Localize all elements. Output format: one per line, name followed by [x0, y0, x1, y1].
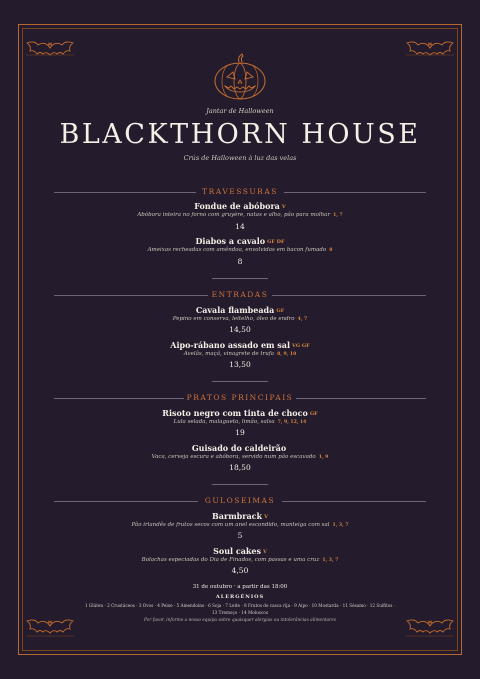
dish-name: Aipo-rábano assado em sal VG GF	[170, 340, 310, 350]
dish-allergens: 1, 3, 7	[332, 523, 349, 528]
restaurant-title: BLACKTHORN HOUSE	[59, 119, 421, 150]
event-eyebrow: Jantar de Halloween	[206, 107, 274, 115]
dish-description: Vaca, cerveja escura e abóbora, servido num pão escavado 1, 9	[151, 454, 329, 460]
event-subtitle: Crús de Halloween à luz das velas	[183, 154, 297, 162]
dish-description: Bolachas especiadas do Dia de Finados, com passas e uma cruz 1, 3, 7	[141, 557, 339, 563]
dish-price: 14,50	[229, 325, 251, 334]
section-heading-guloseimas	[0, 496, 480, 508]
section-heading-entradas	[0, 290, 480, 302]
dish-allergens: 7, 9, 12, 14	[277, 420, 307, 425]
section-heading-travessuras	[0, 187, 480, 199]
dish-description: Pepino em conserva, leitelho, óleo de endro 4, 7	[172, 316, 308, 322]
dish-tag: VG GF	[292, 343, 310, 349]
divider	[212, 278, 268, 279]
dish-tag: GF	[309, 411, 318, 417]
dish-description: Abóbora inteira no forno com gruyère, natas e alho, pão para molhar 1, 7	[137, 212, 343, 218]
dish-price: 13,50	[229, 360, 251, 369]
divider	[212, 484, 268, 485]
dish-name: Diabos a cavalo GF DF	[195, 236, 285, 246]
section-label: GULOSEIMAS	[204, 496, 276, 505]
dish-name: Barmbrack V	[212, 511, 268, 521]
dish-name: Cavala flambeada GF	[195, 305, 285, 315]
dish-price: 8	[237, 257, 243, 266]
dish-price: 5	[237, 531, 243, 540]
dish-price: 4,50	[231, 566, 249, 575]
bat-icon	[24, 40, 76, 62]
allergy-note: Por favor, informe a nossa equipa sobre quaisquer alergias ou intolerâncias alimentares	[144, 618, 336, 623]
divider	[212, 381, 268, 382]
jack-o-lantern-icon	[212, 53, 268, 101]
section-heading-pratos-principais	[0, 393, 480, 405]
dish-allergens: 4, 7	[297, 317, 308, 322]
dish-allergens: 8, 9, 10	[277, 352, 297, 357]
dish-description: Lula selada, malagueta, limão, salsa 7, 9, 12, 14	[173, 419, 307, 425]
dish-tag: V	[264, 514, 268, 520]
allergens-heading: ALERGÉNIOS	[215, 594, 265, 600]
dish-price: 18,50	[229, 463, 251, 472]
dish-allergens: 1, 3, 7	[322, 558, 339, 563]
dish-tag: GF DF	[267, 239, 285, 245]
dish-name: Risoto negro com tinta de choco GF	[162, 408, 318, 418]
section-label: ENTRADAS	[211, 290, 269, 299]
dish-price: 19	[235, 428, 245, 437]
dish-tag: GF	[276, 308, 285, 314]
allergens-list: 1 Glúten · 2 Crustáceos · 3 Ovos · 4 Peixe · 5 Amendoins · 6 Soja · 7 Leite · 8 Frutos de casca rija · 9 Aipo · 10 Mostarda · 11 Sésamo · 12 Sulfitos ·	[84, 603, 396, 608]
dish-allergens: 1, 9	[318, 455, 329, 460]
dish-name: Guisado do caldeirão	[191, 443, 287, 453]
dish-allergens: 1, 7	[333, 213, 343, 218]
allergens-list-continued: 13 Tremoço · 14 Moluscos	[212, 610, 268, 615]
bat-icon	[404, 40, 456, 62]
event-date: 31 de outubro · a partir das 18:00	[192, 584, 288, 590]
dish-allergens: 8	[329, 248, 333, 253]
section-label: TRAVESSURAS	[202, 187, 278, 196]
dish-name: Soul cakes V	[213, 546, 267, 556]
section-label: PRATOS PRINCIPAIS	[186, 393, 294, 402]
dish-tag: V	[281, 204, 286, 210]
dish-tag: V	[263, 549, 267, 555]
dish-description: Pão irlandês de frutos secos com um anel escondido, manteiga com sal 1, 3, 7	[131, 522, 349, 528]
dish-description: Avelãs, maçã, vinagrete de trufa 8, 9, 10	[183, 351, 297, 357]
dish-price: 14	[235, 222, 245, 231]
dish-name: Fondue de abóbora V	[194, 201, 286, 211]
dish-description: Ameixas recheadas com amêndoa, envolvidas em bacon fumado 8	[147, 247, 333, 253]
